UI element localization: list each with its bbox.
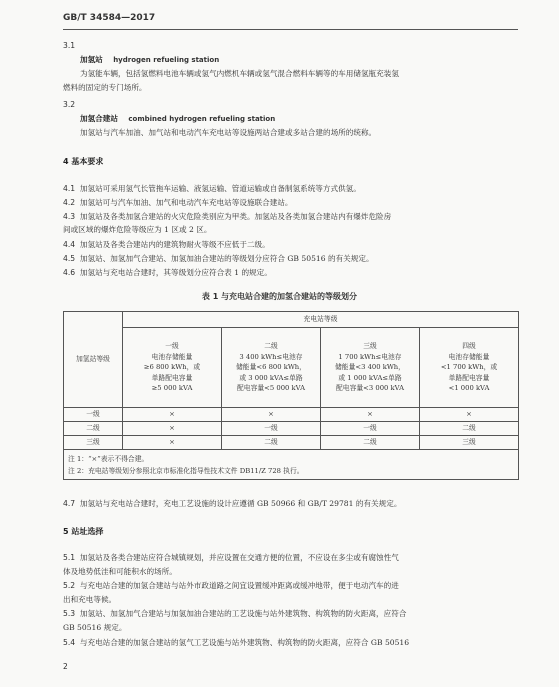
grade-table <box>63 311 519 480</box>
clause: 4.5 加氢站、加氢加气合建站、加氢加油合建站的等级划分应符合 GB 50516 的有关规定。 <box>63 254 374 263</box>
table-cell: × <box>123 436 222 450</box>
table-cell: 二级 <box>420 422 519 436</box>
clause-continuation: GB 50516 规定。 <box>63 623 127 632</box>
clause: 4.6 加氢站与充电站合建时，其等级划分应符合表 1 的规定。 <box>63 268 272 277</box>
table-cell: 三级 <box>420 436 519 450</box>
row-label: 三级 <box>64 436 123 450</box>
term-definition-line: 加氢站与汽车加油、加气站和电动汽车充电站等设施两站合建或多站合建的场所的统称。 <box>80 128 377 137</box>
term-definition-line: 燃料的固定的专门场所。 <box>63 83 147 92</box>
column-header-grade: 二级 3 400 kWh≤电池存 储能量<6 800 kWh， 或 3 000 kVA≤单路 配电容量<5 000 kVA <box>222 328 321 408</box>
page-number: 2 <box>63 662 68 671</box>
clause: 4.3 加氢站及各类加氢合建站的火灾危险类别应为甲类。加氢站及各类加氢合建站内有爆炸危险房 <box>63 212 392 221</box>
clause: 4.7 加氢站与充电站合建时，充电工艺设施的设计应遵循 GB 50966 和 GB/T 29781 的有关规定。 <box>63 499 402 508</box>
clause: 5.3 加氢站、加氢加气合建站与加氢加油合建站的工艺设施与站外建筑物、构筑物的防火距离，应符合 <box>63 609 407 618</box>
column-group-header: 充电站等级 <box>123 312 519 328</box>
term-title <box>80 55 219 65</box>
clause: 5.4 与充电站合建的加氢合建站的氢气工艺设施与站外建筑物、构筑物的防火距离，应符合 GB 50516 <box>63 638 410 647</box>
clause: 4.1 加氢站可采用氢气长管拖车运输、液氢运输、管道运输或自备制氢系统等方式供氢。 <box>63 184 361 193</box>
table-notes <box>64 450 519 480</box>
table-row <box>64 408 519 422</box>
table-cell: × <box>222 408 321 422</box>
header-rule <box>63 29 518 30</box>
term-number: 3.2 <box>63 100 76 109</box>
table-note: 注 1：“×”表示不得合建。 <box>68 454 149 463</box>
table-cell: 二级 <box>321 436 420 450</box>
term-number: 3.1 <box>63 41 76 50</box>
table-cell: × <box>420 408 519 422</box>
term-en: combined hydrogen refueling station <box>128 115 276 123</box>
table-cell: × <box>123 408 222 422</box>
table-cell: × <box>123 422 222 436</box>
table-caption: 表 1 与充电站合建的加氢合建站的等级划分 <box>201 292 358 301</box>
term-cn: 加氢合建站 <box>80 114 118 123</box>
table-row <box>64 422 519 436</box>
term-title <box>80 114 275 124</box>
row-label: 一级 <box>64 408 123 422</box>
row-header-cell: 加氢站等级 <box>64 312 123 408</box>
clause-continuation: 间或区域的爆炸危险等级应为 1 区或 2 区。 <box>63 225 212 234</box>
standard-code-header: GB/T 34584—2017 <box>63 13 156 23</box>
column-header-grade: 四级 电池存储能量 <1 700 kWh，或 单路配电容量 <1 000 kVA <box>420 328 519 408</box>
table-row <box>64 436 519 450</box>
table-cell: 一级 <box>321 422 420 436</box>
clause-continuation: 体及地势低洼和可能积水的场所。 <box>63 567 177 576</box>
term-cn: 加氢站 <box>80 55 103 64</box>
table-cell: 一级 <box>222 422 321 436</box>
clause: 4.4 加氢站及各类合建站内的建筑物耐火等级不应低于二级。 <box>63 240 270 249</box>
clause: 5.1 加氢站及各类合建站应符合城镇规划，并应设置在交通方便的位置，不应设在多尘或有腐蚀性气 <box>63 553 399 562</box>
section-heading: 5 站址选择 <box>63 527 104 536</box>
clause: 5.2 与充电站合建的加氢合建站与站外市政道路之间宜设置缓冲距离或缓冲地带，便于电动汽车的进 <box>63 581 399 590</box>
table-note: 注 2：充电站等级划分参照北京市标准化指导性技术文件 DB11/Z 728 执行。 <box>68 466 304 475</box>
row-label: 二级 <box>64 422 123 436</box>
term-definition-line: 为氢能车辆，包括氢燃料电池车辆或氢气内燃机车辆或氢气混合燃料车辆等的车用储氢瓶充装氢 <box>80 69 399 78</box>
clause-continuation: 出和充电等候。 <box>63 595 117 604</box>
column-header-grade: 一级 电池存储能量 ≥6 800 kWh，或 单路配电容量 ≥5 000 kVA <box>123 328 222 408</box>
table-cell: × <box>321 408 420 422</box>
table-cell: 二级 <box>222 436 321 450</box>
column-header-grade: 三级 1 700 kWh≤电池存 储能量<3 400 kWh， 或 1 000 kVA≤单路 配电容量<3 000 kVA <box>321 328 420 408</box>
clause: 4.2 加氢站可与汽车加油、加气和电动汽车充电站等设施联合建站。 <box>63 198 293 207</box>
section-heading: 4 基本要求 <box>63 157 104 166</box>
term-en: hydrogen refueling station <box>113 56 220 64</box>
